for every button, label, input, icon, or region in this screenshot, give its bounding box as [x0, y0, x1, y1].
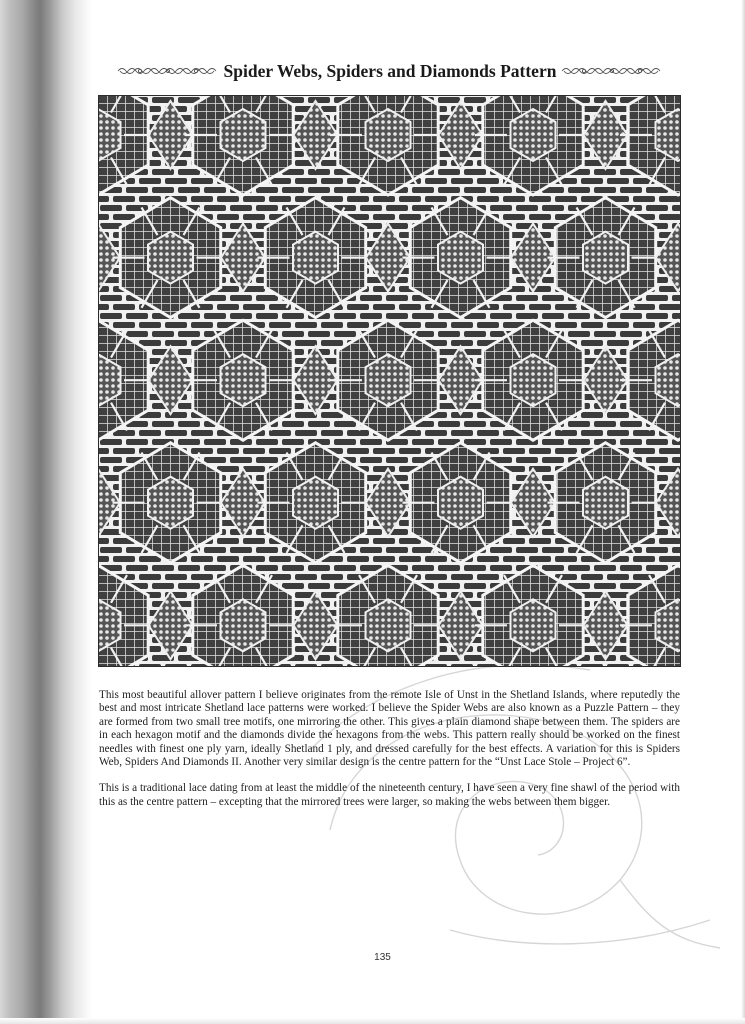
- page-title: Spider Webs, Spiders and Diamonds Pattern: [223, 60, 557, 81]
- heading-row: [98, 58, 682, 84]
- lace-pattern-image: [98, 95, 681, 667]
- page-number: 135: [374, 952, 391, 963]
- left-flourish-ornament: [116, 65, 220, 77]
- paragraph-history: This is a traditional lace dating from at least the middle of the nineteenth century, I have seen a very fine shawl of the period with this as the centre pattern – excepting that the mirrored trees were larger, so making the webs between them bigger.: [99, 782, 680, 808]
- right-flourish-ornament: [560, 65, 664, 77]
- page-bottom-edge: [0, 1018, 745, 1024]
- page-edge: [741, 0, 745, 1024]
- description-text: [99, 689, 680, 822]
- paragraph-origin: This most beautiful allover pattern I believe originates from the remote Isle of Unst in the Shetland Islands, where reputedly the best and most intricate Shetland lace patterns were worked. I believe the Spider Webs are also known as a Puzzle Pattern – they are formed from two small tree motifs, one mirroring the other. This gives a plain diamond shape between them. The spiders are in each hexagon motif and the diamonds divide the hexagons from the webs. This pattern really should be worked on the finest needles with finest one ply yarn, ideally Shetland 1 ply, and dressed carefully for the best effects. A variation for this is Spiders Web, Spiders And Diamonds II. Another very similar design is the centre pattern for the “Unst Lace Stole – Project 6”.: [99, 689, 680, 769]
- lace-swatch-photo: [98, 95, 681, 667]
- book-spine-shadow: [0, 0, 92, 1024]
